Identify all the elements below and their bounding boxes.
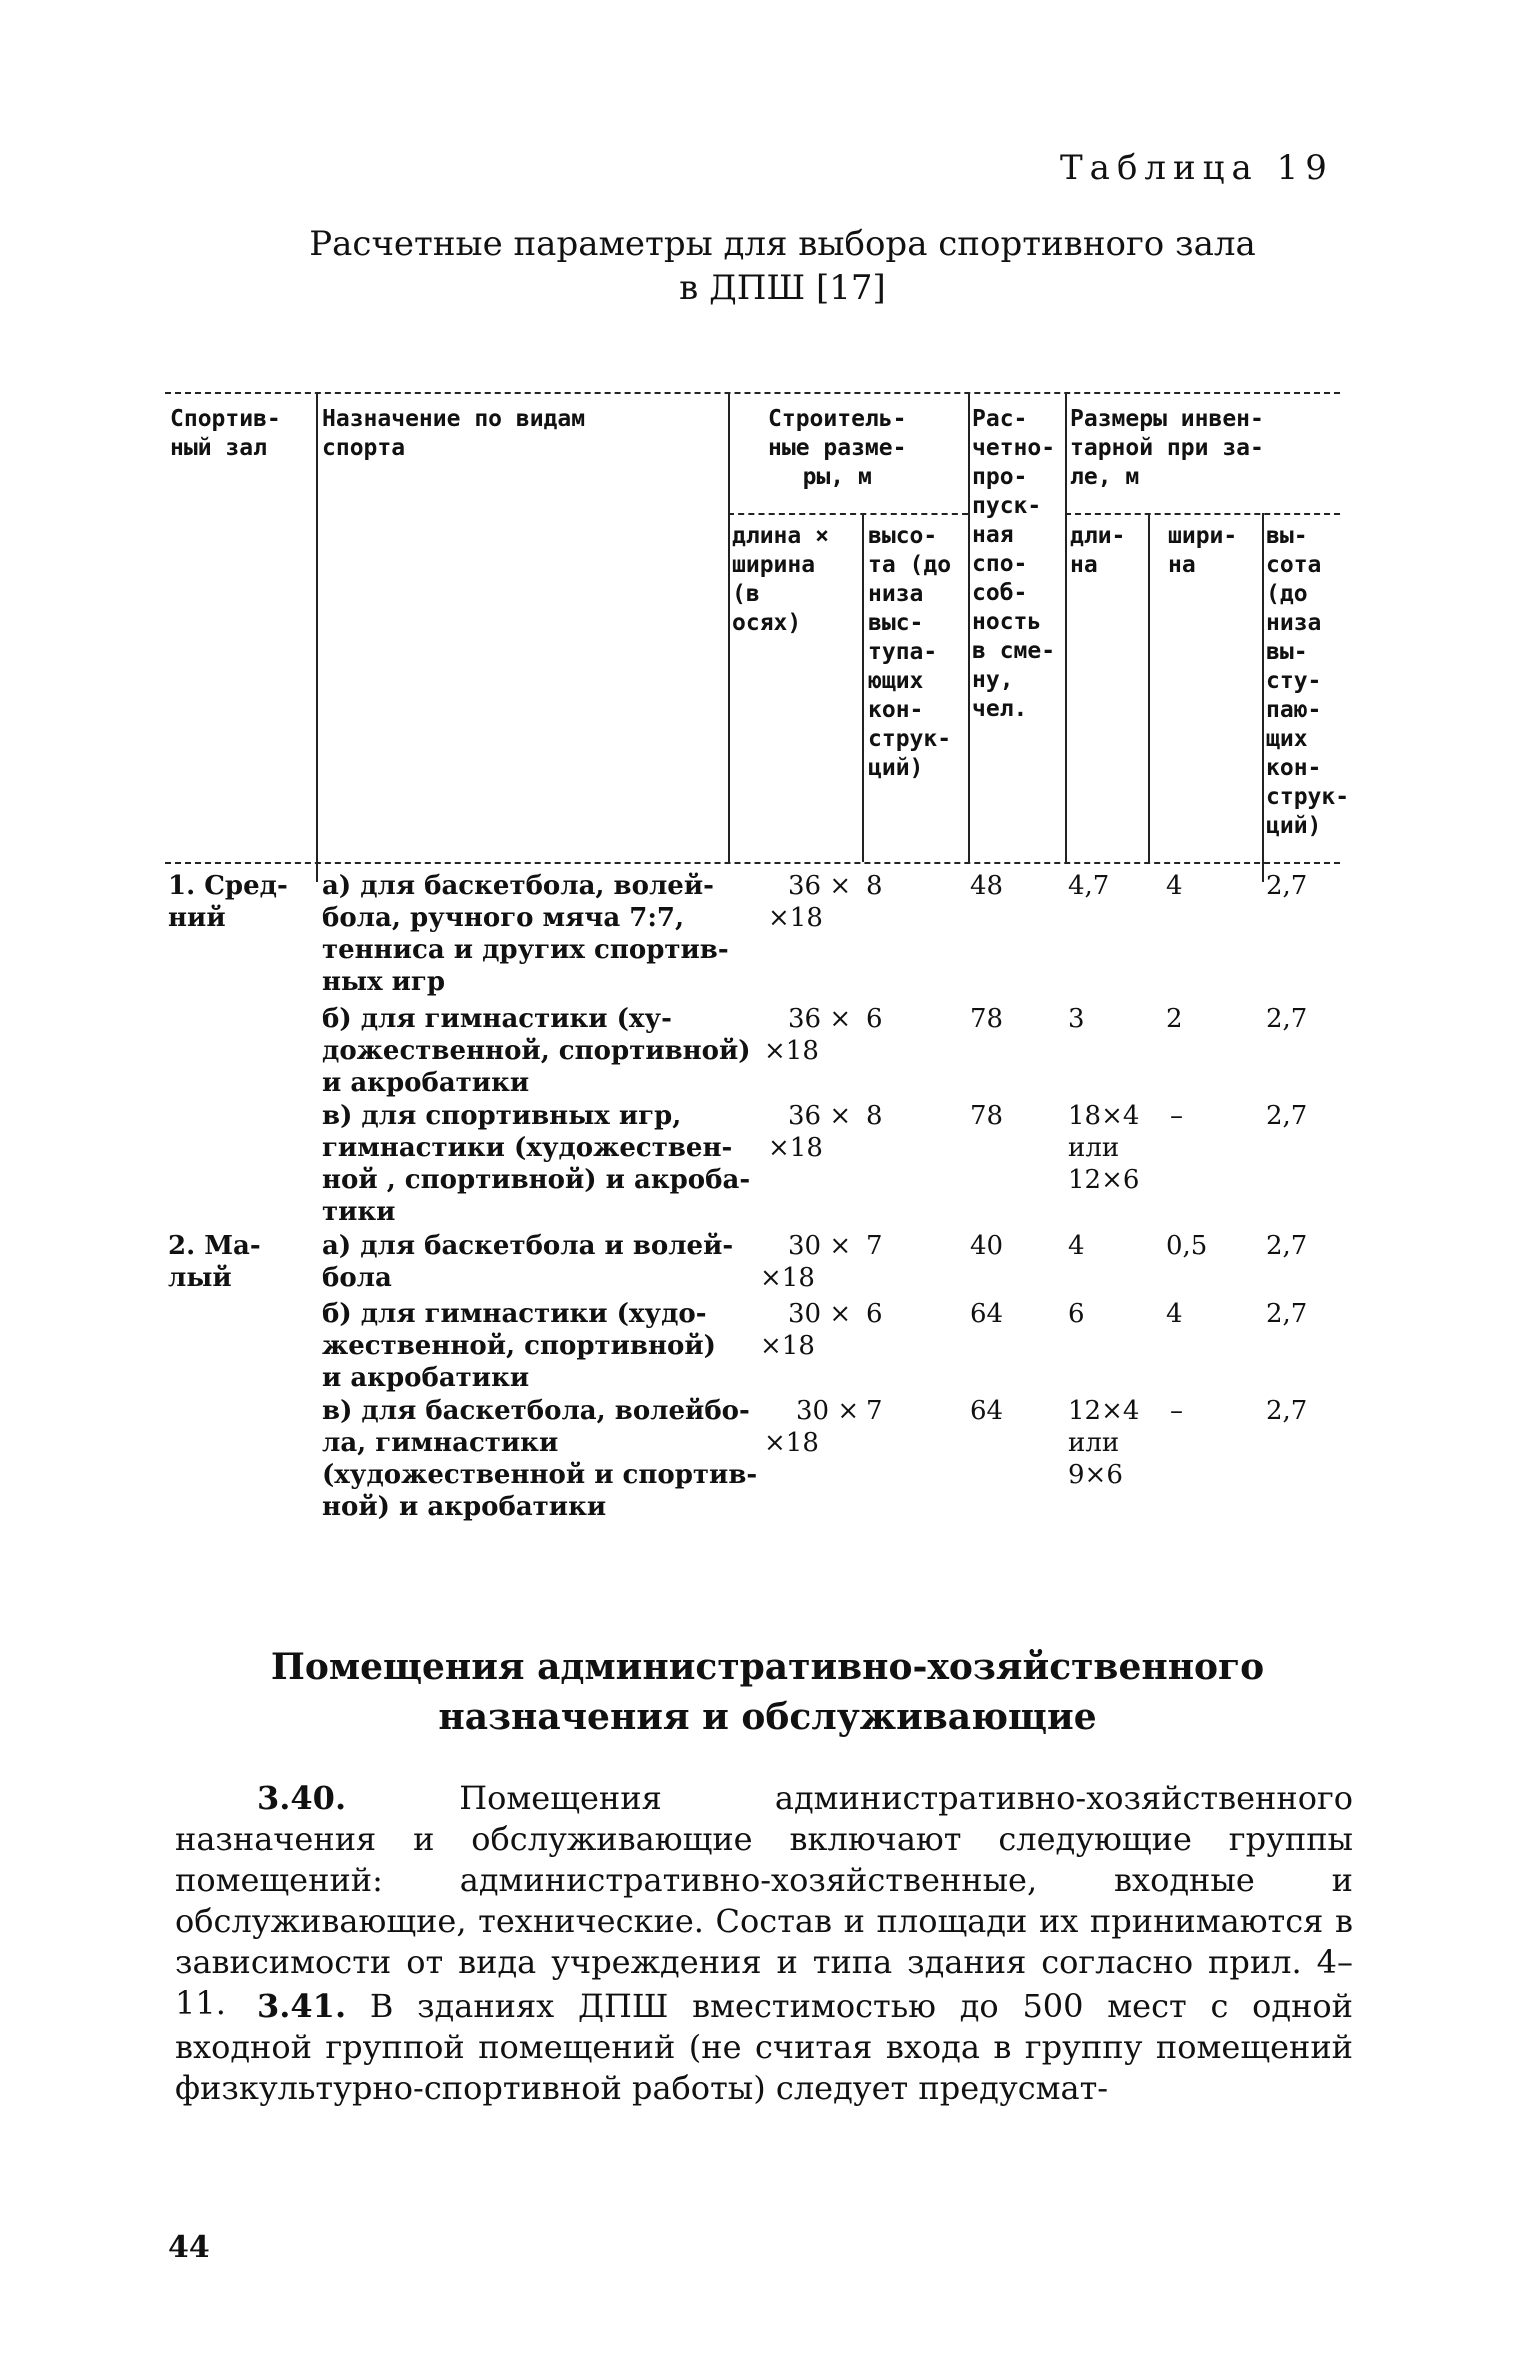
table-top-rule <box>165 392 1340 394</box>
row-2-dim-a: 36 × <box>788 1004 852 1034</box>
row-5-capacity: 64 <box>970 1299 1004 1329</box>
col-divider-1 <box>316 392 318 862</box>
row-6-inv-width: – <box>1170 1396 1183 1426</box>
row-6-purpose: в) для баскетбола, волейбо- ла, гимнастики (художественной и спортив- ной) и акробатики <box>322 1396 758 1522</box>
col-tick-2 <box>1262 862 1264 882</box>
row-4-inv-length: 4 <box>1068 1231 1085 1261</box>
col-divider-6 <box>1148 513 1150 862</box>
row-6-inv-height: 2,7 <box>1266 1396 1308 1426</box>
col-divider-5 <box>1065 392 1067 862</box>
row-5-height: 6 <box>866 1299 883 1329</box>
row-3-inv-length: 18×4 или 12×6 <box>1068 1101 1140 1195</box>
section-heading <box>0 1642 1535 1742</box>
row-6-dim-b: ×18 <box>764 1428 819 1458</box>
row-5-inv-width: 4 <box>1166 1299 1183 1329</box>
col-tick-1 <box>316 862 318 882</box>
row-1-height: 8 <box>866 871 883 901</box>
table-number: Таблица 19 <box>1060 148 1334 188</box>
header-inv-height: вы- сота (до низа вы- сту- паю- щих кон- струк- ций) <box>1266 523 1350 839</box>
paragraph-3-40-text: Помещения административно-хозяйственного назначения и обслуживающие включают следующие группы помещений: административно-хозяйственные, входные и обслуживающие, технические. Состав и площади их принимаются в зависимости от вида учреждения и типа здания согласно прил. 4–11. <box>175 1779 1353 2022</box>
col-divider-3 <box>862 513 864 862</box>
row-2-inv-width: 2 <box>1166 1004 1183 1034</box>
row-3-purpose: в) для спортивных игр, гимнастики (художествен- ной , спортивной) и акроба- тики <box>322 1101 751 1227</box>
row-1-dim-a: 36 × <box>788 871 852 901</box>
paragraph-3-41-text: В зданиях ДПШ вместимостью до 500 мест с одной входной группой помещений (не считая входа в группу помещений физкультурно-спортивной работы) следует предусмат- <box>175 1987 1354 2107</box>
row-1-purpose: а) для баскетбола, волей- бола, ручного мяча 7:7, тенниса и других спортив- ных игр <box>322 871 729 997</box>
row-3-height: 8 <box>866 1101 883 1131</box>
row-2-inv-length: 3 <box>1068 1004 1085 1034</box>
col-divider-4 <box>968 392 970 862</box>
row-2-capacity: 78 <box>970 1004 1004 1034</box>
row-6-inv-length: 12×4 или 9×6 <box>1068 1396 1140 1490</box>
col-divider-7 <box>1262 513 1264 862</box>
row-4-inv-height: 2,7 <box>1266 1231 1308 1261</box>
paragraph-3-41 <box>175 1986 1353 2109</box>
row-4-height: 7 <box>866 1231 883 1261</box>
row-2-height: 6 <box>866 1004 883 1034</box>
row-4-inv-width: 0,5 <box>1166 1231 1208 1261</box>
row-5-dim-b: ×18 <box>760 1331 815 1361</box>
row-4-hall: 2. Ма- лый <box>168 1231 261 1293</box>
row-5-inv-height: 2,7 <box>1266 1299 1308 1329</box>
header-inv-length: дли- на <box>1070 523 1126 578</box>
header-length-width: длина × ширина (в осях) <box>732 523 829 636</box>
row-2-purpose: б) для гимнастики (ху- дожественной, спортивной) и акробатики <box>322 1004 751 1098</box>
row-4-dim-b: ×18 <box>760 1263 815 1293</box>
header-inv-width: шири- на <box>1168 523 1238 578</box>
row-1-inv-width: 4 <box>1166 871 1183 901</box>
page-number: 44 <box>168 2230 210 2265</box>
row-1-inv-length: 4,7 <box>1068 871 1110 901</box>
paragraph-3-40-number: 3.40. <box>257 1779 347 1817</box>
caption-line-2: в ДПШ [17] <box>679 268 886 308</box>
row-5-purpose: б) для гимнастики (худо- жественной, спортивной) и акробатики <box>322 1299 716 1393</box>
section-heading-line-2: назначения и обслуживающие <box>438 1696 1097 1738</box>
header-height-build: высо- та (до низа выс- тупа- ющих кон- струк- ций) <box>868 523 952 781</box>
row-4-dim-a: 30 × <box>788 1231 852 1261</box>
col-divider-2 <box>728 392 730 862</box>
row-5-inv-length: 6 <box>1068 1299 1085 1329</box>
row-6-capacity: 64 <box>970 1396 1004 1426</box>
header-bottom-rule <box>165 862 1340 864</box>
header-construction: Строитель- ные разме- ры, м <box>768 406 907 490</box>
row-3-capacity: 78 <box>970 1101 1004 1131</box>
row-6-height: 7 <box>866 1396 883 1426</box>
row-4-purpose: а) для баскетбола и волей- бола <box>322 1231 734 1293</box>
row-1-dim-b: ×18 <box>768 903 823 933</box>
inventory-sub-rule <box>1065 513 1340 515</box>
row-4-capacity: 40 <box>970 1231 1004 1261</box>
row-3-dim-a: 36 × <box>788 1101 852 1131</box>
section-heading-line-1: Помещения административно-хозяйственного <box>270 1646 1265 1688</box>
row-3-dim-b: ×18 <box>768 1133 823 1163</box>
row-1-capacity: 48 <box>970 871 1004 901</box>
row-3-inv-height: 2,7 <box>1266 1101 1308 1131</box>
header-capacity: Рас- четно- про- пуск- ная спо- соб- ность в сме- ну, чел. <box>972 406 1056 722</box>
row-5-dim-a: 30 × <box>788 1299 852 1329</box>
paragraph-3-41-number: 3.41. <box>257 1987 347 2025</box>
header-inventory: Размеры инвен- тарной при за- ле, м <box>1070 406 1264 490</box>
row-1-inv-height: 2,7 <box>1266 871 1308 901</box>
row-6-dim-a: 30 × <box>796 1396 860 1426</box>
row-2-inv-height: 2,7 <box>1266 1004 1308 1034</box>
construction-sub-rule <box>728 513 968 515</box>
row-2-dim-b: ×18 <box>764 1036 819 1066</box>
row-3-inv-width: – <box>1170 1101 1183 1131</box>
header-purpose: Назначение по видам спорта <box>322 406 586 461</box>
header-hall: Спортив- ный зал <box>170 406 281 461</box>
row-1-hall: 1. Сред- ний <box>168 871 288 933</box>
caption-line-1: Расчетные параметры для выбора спортивного зала <box>309 224 1256 264</box>
